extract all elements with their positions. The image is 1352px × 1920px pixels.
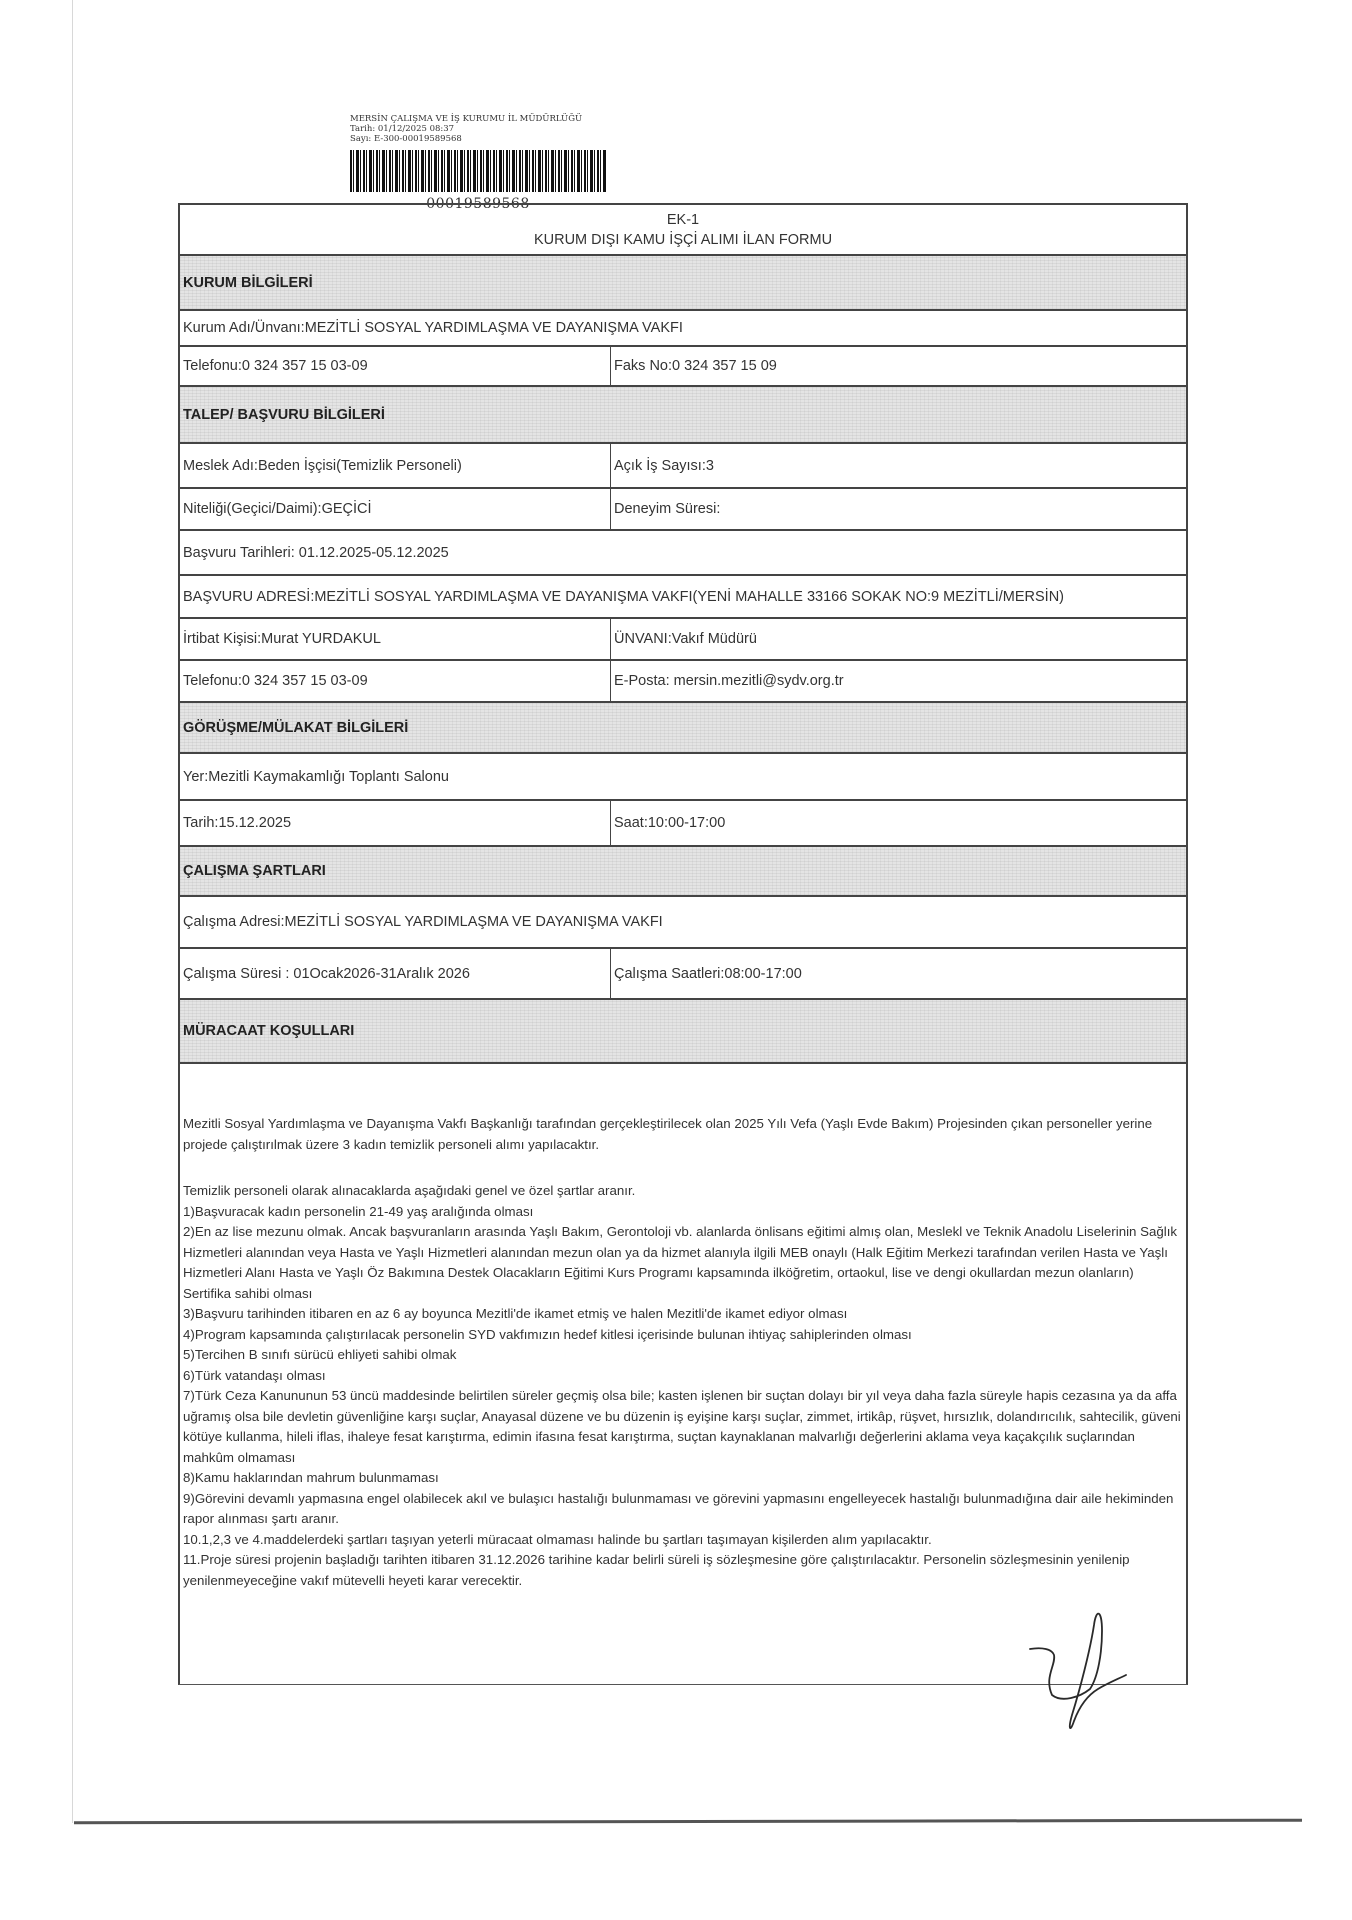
condition-item: 1)Başvuracak kadın personelin 21-49 yaş aralığında olması bbox=[183, 1203, 534, 1219]
calisma-saatleri: Çalışma Saatleri:08:00-17:00 bbox=[614, 965, 802, 982]
irtibat-telefon: Telefonu:0 324 357 15 03-09 bbox=[180, 661, 611, 701]
section-header: KURUM BİLGİLERİ bbox=[183, 274, 313, 291]
muracaat-lead: Temizlik personeli olarak alınacaklarda aşağıdaki genel ve özel şartlar aranır. bbox=[183, 1183, 636, 1198]
calisma-adresi: Çalışma Adresi:MEZİTLİ SOSYAL YARDIMLAŞMA VE DAYANIŞMA VAKFI bbox=[183, 914, 663, 930]
form-row bbox=[180, 752, 1186, 799]
basvuru-tarihleri: Başvuru Tarihleri: 01.12.2025-05.12.2025 bbox=[183, 544, 449, 561]
acik-is-sayisi: Açık İş Sayısı:3 bbox=[614, 457, 714, 474]
condition-item: 7)Türk Ceza Kanununun 53 üncü maddesinde belirtilen süreler geçmiş olsa bile; kasten işlenen bir suçtan dolayı bir yıl veya daha fazla süreyle hapis cezasına ya da affa uğramış olsa bile devletin güvenliğine karşı suçlar, Anayasal düzene ve bu düzenin iş eyişine karşı suçlar, zimmet, irtikâp, rüşvet, hırsızlık, dolandırıcılık, sahtecilik, güveni kötüye kullanma, hileli iflas, ihaleye fesat karıştırma, edimin ifasına fesat karıştırma, suçtan kaynaklanan malvarlığı değerlerini aklama veya kaçakçılık suçlarından mahkûm olmaması bbox=[183, 1388, 1181, 1465]
condition-item: 11.Proje süresi projenin başladığı tarihten itibaren 31.12.2026 tarihine kadar belirli süreli iş sözleşmesine göre çalıştırılacaktır. Personelin sözleşmesinin yenilenip yenilenmeyeceğine vakıf mütevelli heyeti karar verecektir. bbox=[183, 1552, 1130, 1588]
section-header: TALEP/ BAŞVURU BİLGİLERİ bbox=[183, 406, 385, 423]
scan-page-bottom-edge bbox=[74, 1819, 1302, 1825]
scan-page-edge bbox=[72, 0, 73, 1823]
kurum-adi: Kurum Adı/Ünvanı:MEZİTLİ SOSYAL YARDIMLAŞMA VE DAYANIŞMA VAKFI bbox=[183, 320, 683, 336]
section-header: MÜRACAAT KOŞULLARI bbox=[183, 1023, 355, 1039]
meslek-adi: Meslek Adı:Beden İşçisi(Temizlik Personeli) bbox=[180, 444, 611, 487]
section-kurum-bilgileri bbox=[180, 254, 1186, 309]
section-gorusme bbox=[180, 701, 1186, 752]
gorusme-tarihi: Tarih:15.12.2025 bbox=[180, 801, 611, 845]
stamp-institution: MERSİN ÇALIŞMA VE İŞ KURUMU İL MÜDÜRLÜĞÜ bbox=[350, 114, 583, 124]
gorusme-saati: Saat:10:00-17:00 bbox=[614, 815, 726, 831]
muracaat-body-row bbox=[180, 1062, 1186, 1684]
condition-item: 9)Görevini devamlı yapmasına engel olabilecek akıl ve bulaşıcı hastalığı bulunmaması ve görevini yapmasını engelleyecek hastalığı bulunmadığına dair aile hekiminden rapor alınması şartı aranır. bbox=[183, 1490, 1174, 1526]
form-row bbox=[180, 617, 1186, 659]
irtibat-kisisi: İrtibat Kişisi:Murat YURDAKUL bbox=[180, 619, 611, 659]
kurum-faks: Faks No:0 324 357 15 09 bbox=[614, 358, 777, 374]
form-row bbox=[180, 487, 1186, 529]
form-row bbox=[180, 529, 1186, 574]
condition-item: 6)Türk vatandaşı olması bbox=[183, 1367, 326, 1383]
form-title: KURUM DIŞI KAMU İŞÇİ ALIMI İLAN FORMU bbox=[533, 231, 833, 248]
section-calisma-sartlari bbox=[180, 845, 1186, 895]
stamp-number: Sayı: E-300-00019589568 bbox=[350, 134, 462, 144]
section-talep-basvuru bbox=[180, 385, 1186, 442]
deneyim-suresi: Deneyim Süresi: bbox=[614, 501, 721, 517]
form-row bbox=[180, 309, 1186, 345]
muracaat-intro: Mezitli Sosyal Yardımlaşma ve Dayanışma Vakfı Başkanlığı tarafından gerçekleştirilecek olan 2025 Yılı Vefa (Yaşlı Evde Bakım) Projesinden çıkan personeller yerine projede çalıştırılmak üzere 3 kadın temizlik personeli alımı yapılacaktır. bbox=[183, 1116, 1153, 1152]
basvuru-adresi: BAŞVURU ADRESİ:MEZİTLİ SOSYAL YARDIMLAŞMA VE DAYANIŞMA VAKFI(YENİ MAHALLE 33166 SOKAK NO:9 MEZİTLİ/MERSİN) bbox=[183, 588, 1064, 605]
annex-label: EK-1 bbox=[666, 211, 700, 228]
condition-item: 8)Kamu haklarından mahrum bulunmaması bbox=[183, 1470, 439, 1485]
section-muracaat-kosullari bbox=[180, 998, 1186, 1062]
condition-item: 5)Tercihen B sınıfı sürücü ehliyeti sahibi olmak bbox=[183, 1347, 457, 1362]
barcode-number: 00019589568 bbox=[426, 196, 530, 212]
kurum-telefon: Telefonu:0 324 357 15 03-09 bbox=[180, 347, 611, 385]
form-row bbox=[180, 442, 1186, 487]
condition-item: 2)En az lise mezunu olmak. Ancak başvuranların arasında Yaşlı Bakım, Gerontoloji vb. alanlarda önlisans eğitimi almış olan, Meslekl ve Teknik Anadolu Liselerinin Sağlık Hizmetleri alanından veya Hasta ve Yaşlı Hizmetleri alanından mezun olan ya da hizmet alanıyla ilgili MEB onaylı (Halk Eğitim Merkezi tarafından verilen Hasta ve Yaşlı Hizmetleri Alanı Hasta ve Yaşlı Öz Bakımına Destek Olacakların Eğitimi Kurs Programı kapsamında ilköğretim, ortaokul, lise ve dengi okullardan mezun olanların) Sertifika sahibi olması bbox=[183, 1224, 1178, 1301]
niteligi: Niteliği(Geçici/Daimi):GEÇİCİ bbox=[180, 489, 611, 529]
form-row bbox=[180, 659, 1186, 701]
section-header: ÇALIŞMA ŞARTLARI bbox=[183, 863, 326, 879]
form-row bbox=[180, 574, 1186, 617]
registry-stamp bbox=[350, 114, 610, 144]
condition-item: 3)Başvuru tarihinden itibaren en az 6 ay boyunca Mezitli'de ikamet etmiş ve halen Mezitli'de ikamet ediyor olması bbox=[183, 1306, 848, 1321]
condition-item: 4)Program kapsamında çalıştırılacak personelin SYD vakfımızın hedef kitlesi içerisinde bulunan ihtiyaç sahiplerinden olması bbox=[183, 1326, 912, 1342]
section-header: GÖRÜŞME/MÜLAKAT BİLGİLERİ bbox=[183, 719, 409, 736]
form-row bbox=[180, 345, 1186, 385]
calisma-suresi: Çalışma Süresi : 01Ocak2026-31Aralık 2026 bbox=[180, 949, 611, 998]
muracaat-body bbox=[180, 1064, 1186, 1684]
form-row bbox=[180, 799, 1186, 845]
form-row bbox=[180, 947, 1186, 998]
form-title-row bbox=[180, 205, 1186, 254]
stamp-date: Tarih: 01/12/2025 08:37 bbox=[350, 124, 455, 134]
condition-item: 10.1,2,3 ve 4.maddelerdeki şartları taşıyan yeterli müracaat olmaması halinde bu şartları taşımayan kişilerden alım yapılacaktır. bbox=[183, 1531, 932, 1547]
job-posting-form bbox=[178, 203, 1188, 1685]
eposta: E-Posta: mersin.mezitli@sydv.org.tr bbox=[614, 673, 844, 689]
unvani: ÜNVANI:Vakıf Müdürü bbox=[614, 631, 757, 647]
barcode-icon bbox=[350, 150, 606, 192]
signature-icon bbox=[1010, 1605, 1130, 1745]
form-row bbox=[180, 895, 1186, 947]
gorusme-yeri: Yer:Mezitli Kaymakamlığı Toplantı Salonu bbox=[183, 768, 449, 785]
